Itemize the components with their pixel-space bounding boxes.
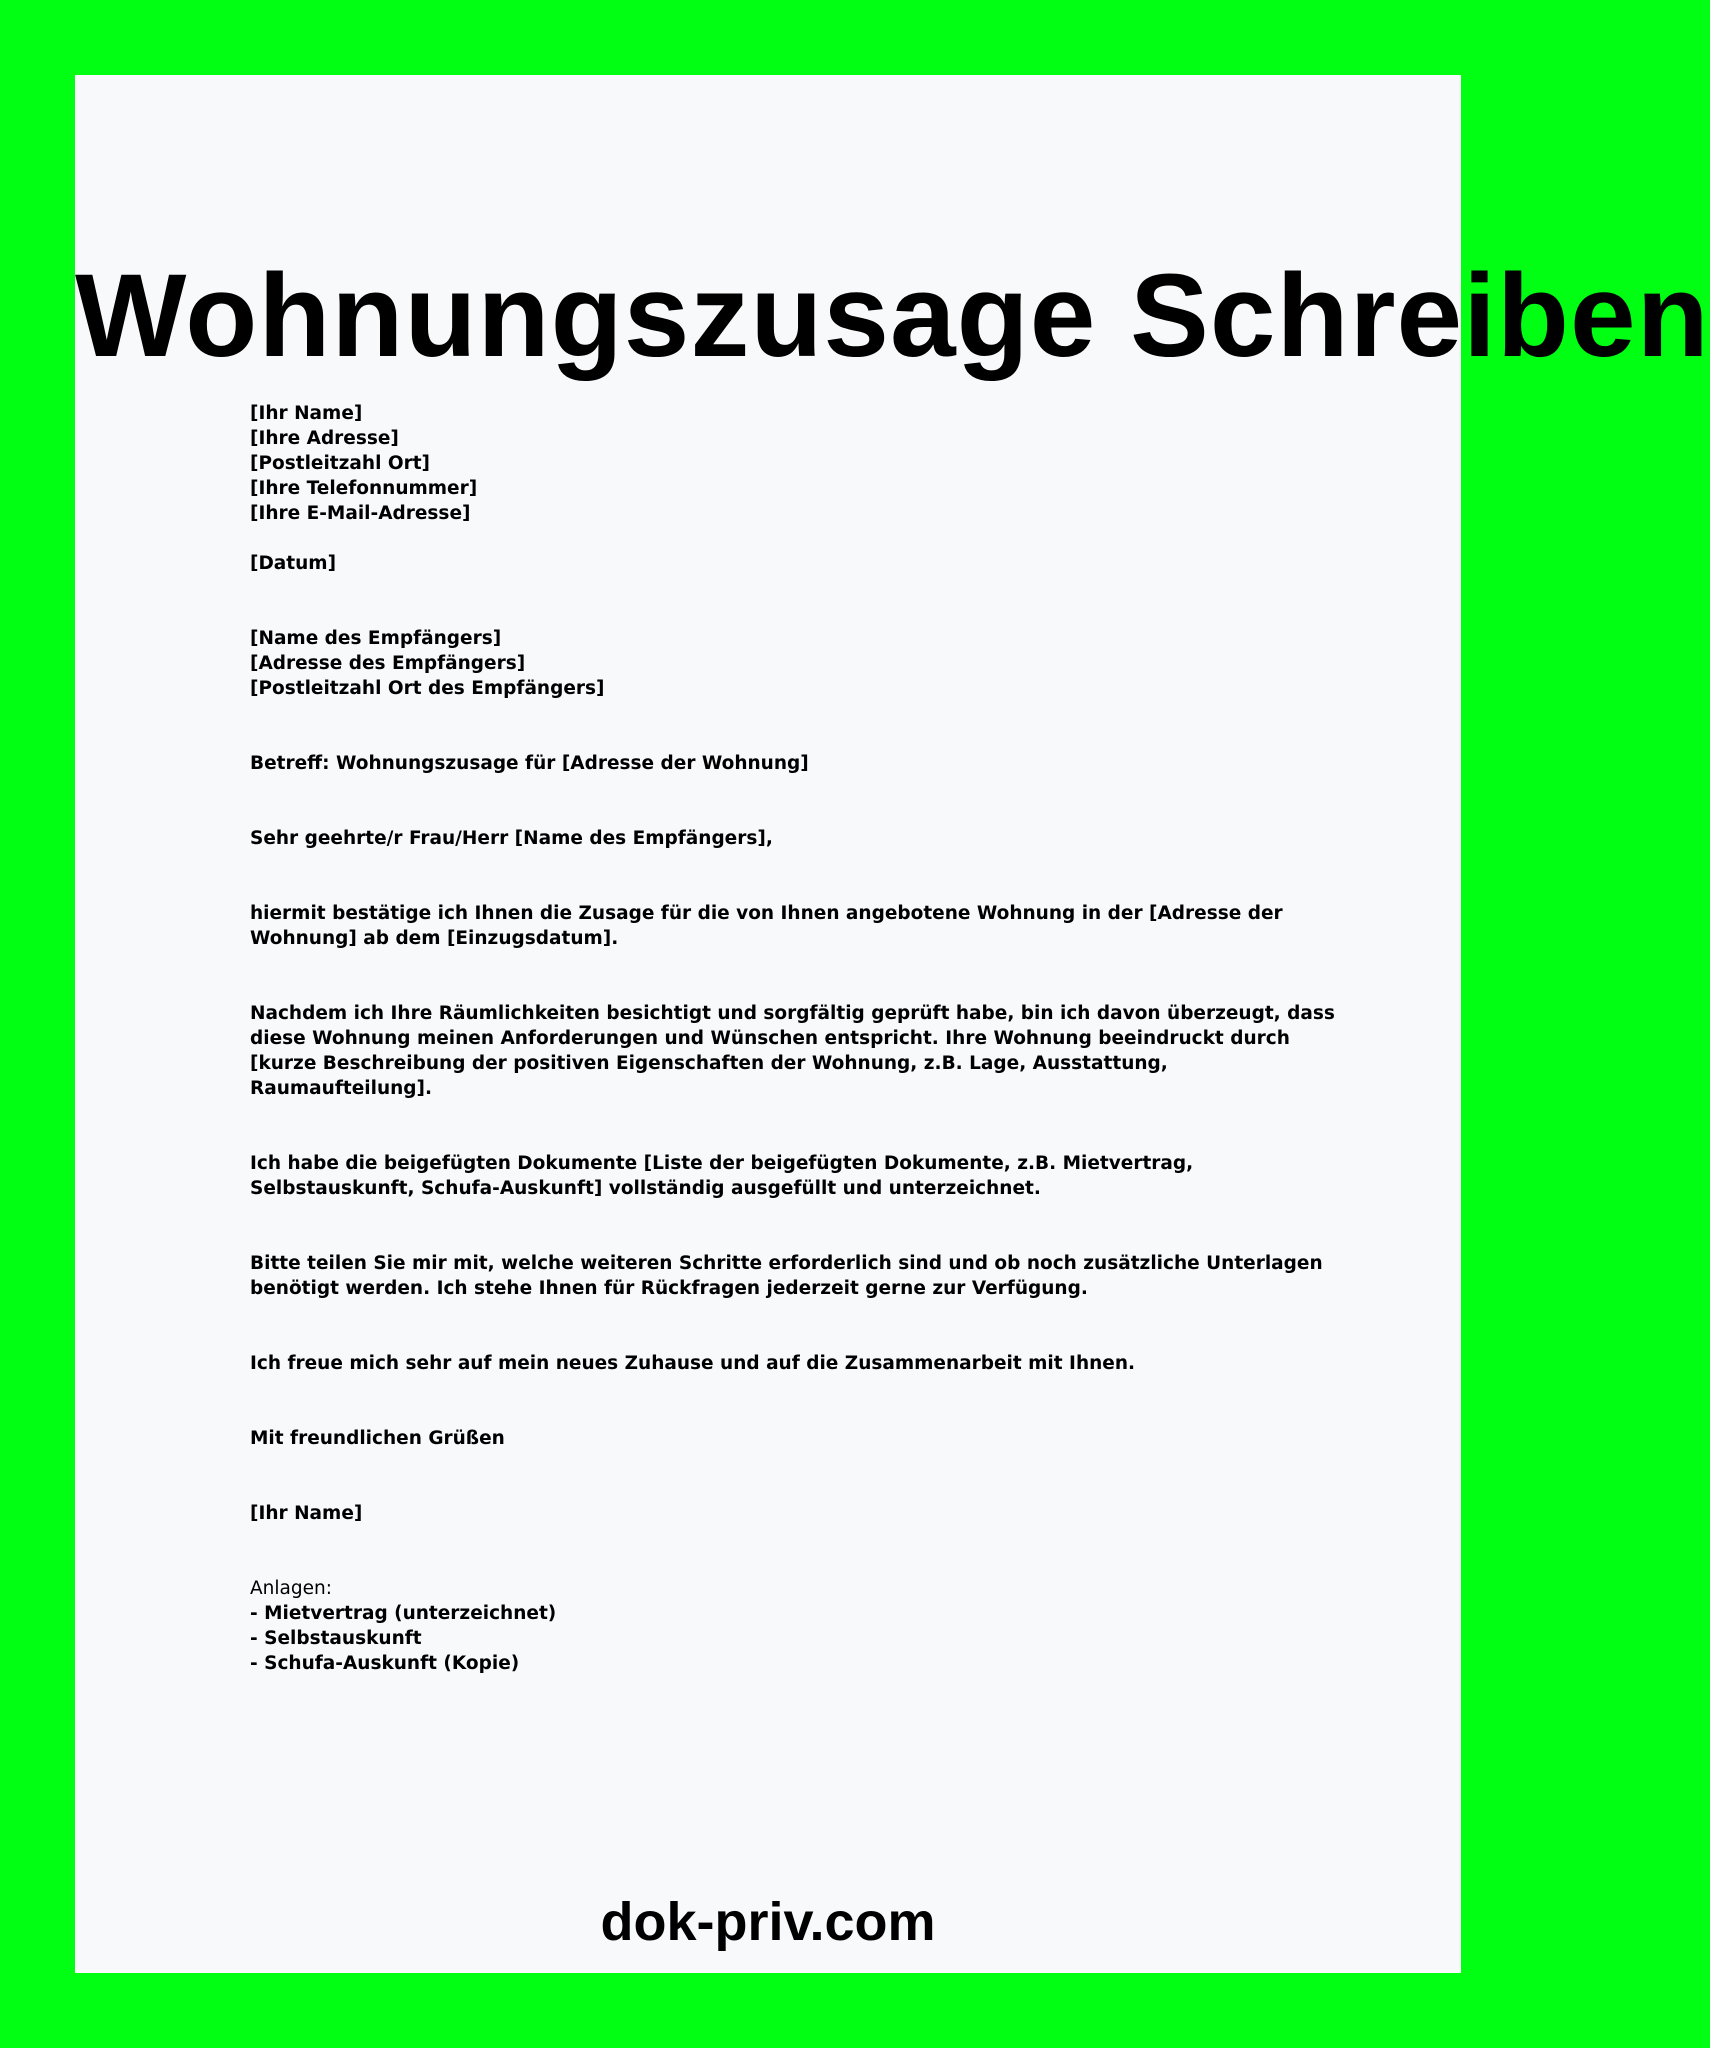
letter-paragraph: Nachdem ich Ihre Räumlichkeiten besichtigt und sorgfältig geprüft habe, bin ich davon überzeugt, dass diese Wohnung meinen Anforderungen und Wünschen entspricht. Ihre Wohnung beeindruckt durch [kurze Beschreibung der positiven Eigenschaften der Wohnung, z.B. Lage, Ausstattung, Raumaufteilung]. [250, 1003, 1335, 1099]
letter-signature: [Ihr Name] [250, 1503, 363, 1524]
recipient-address: [Adresse des Empfängers] [250, 653, 526, 674]
sender-postal-city: [Postleitzahl Ort] [250, 453, 431, 474]
letter-salutation: Sehr geehrte/r Frau/Herr [Name des Empfängers], [250, 828, 773, 849]
sender-email: [Ihre E-Mail-Adresse] [250, 503, 471, 524]
sender-phone: [Ihre Telefonnummer] [250, 478, 478, 499]
document-page [75, 75, 1710, 1973]
letter-closing: Mit freundlichen Grüßen [250, 1428, 505, 1449]
letter-paragraph: hiermit bestätige ich Ihnen die Zusage für die von Ihnen angebotene Wohnung in der [Adresse der Wohnung] ab dem [Einzugsdatum]. [250, 903, 1283, 949]
recipient-name: [Name des Empfängers] [250, 628, 502, 649]
letter-date: [Datum] [250, 553, 337, 574]
recipient-block [250, 626, 1350, 701]
letter-subject: Betreff: Wohnungszusage für [Adresse der Wohnung] [250, 753, 809, 774]
attachments-label: Anlagen: [250, 1578, 332, 1599]
attachment-item: - Mietvertrag (unterzeichnet) [250, 1603, 557, 1624]
sender-address: [Ihre Adresse] [250, 428, 399, 449]
attachment-item: - Schufa-Auskunft (Kopie) [250, 1653, 520, 1674]
footer-site-name: dok-priv.com [600, 1892, 936, 1952]
letter-paragraph: Bitte teilen Sie mir mit, welche weiteren Schritte erforderlich sind und ob noch zusätzliche Unterlagen benötigt werden. Ich stehe Ihnen für Rückfragen jederzeit gerne zur Verfügung. [250, 1253, 1323, 1299]
sender-block [250, 401, 1350, 526]
attachments-block [250, 1576, 1350, 1676]
recipient-postal-city: [Postleitzahl Ort des Empfängers] [250, 678, 605, 699]
letter-paragraph: Ich habe die beigefügten Dokumente [Liste der beigefügten Dokumente, z.B. Mietvertrag, Selbstauskunft, Schufa-Auskunft] vollständig ausgefüllt und unterzeichnet. [250, 1153, 1194, 1199]
sender-name: [Ihr Name] [250, 403, 363, 424]
letter-paragraph: Ich freue mich sehr auf mein neues Zuhause und auf die Zusammenarbeit mit Ihnen. [250, 1353, 1136, 1374]
page-title: Wohnungszusage Schreiben [75, 250, 1710, 382]
letter-body [250, 401, 1350, 1676]
attachment-item: - Selbstauskunft [250, 1628, 422, 1649]
